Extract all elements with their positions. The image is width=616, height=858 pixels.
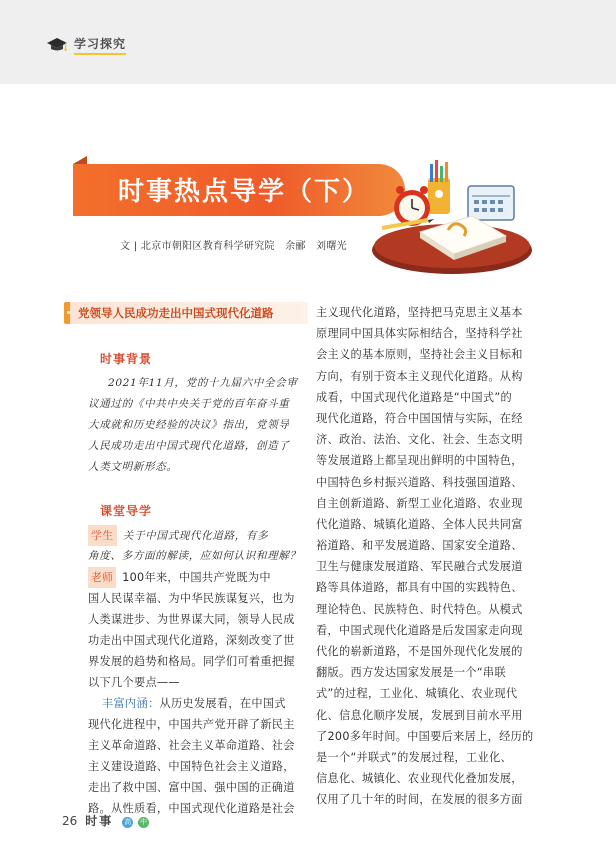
text-line: 看，中国式现代化道路是后发国家走向现 [316,623,523,637]
text-line: 方向，有别于资本主义现代化道路。从构 [316,369,523,383]
text-line: 式”的过程，工业化、城镇化、农业现代 [316,687,518,701]
text-line: 路等具体道路，都具有中国的实践特色、 [316,581,523,595]
text-line: 代化道路、城镇化道路、全体人民共同富 [316,517,523,531]
text-line: 丰富内涵：从历史发展看，在中国式 [102,697,286,710]
text-line: 功走出中国式现代化道路，深刻改变了世 [88,634,295,647]
rich-content-label: 丰富内涵： [102,697,160,710]
text-line: 议通过的《中共中央关于党的百年奋斗重 [88,398,290,410]
section-tag [46,35,126,55]
right-column [316,302,550,811]
magazine-brand: 时事 [85,814,114,828]
text-line: 人民成功走出中国式现代化道路，创造了 [88,440,290,452]
text-line: 人类文明新形态。 [88,461,178,473]
edition-badge-mid: 中 [140,818,148,826]
teacher-paragraph [88,567,306,693]
page-number: 26 [62,813,78,828]
desk-illustration [368,150,536,280]
text-line: 主义现代化道路，坚持把马克思主义基本 [316,306,523,319]
banner-fold [73,156,87,164]
subhead-dot-icon [67,311,70,314]
text-line: 信息化、城镇化、农业现代化叠加发展， [316,772,523,786]
text-line: 等发展道路上都呈现出鲜明的中国特色， [316,454,523,468]
text-line: 裕道路、和平发展道路、国家安全道路、 [316,539,523,553]
text-line: 学生 关于中国式现代化道路，有多 [88,525,306,546]
text-line: 大成就和历史经验的决议》指出，党领导 [88,419,290,431]
text-line: 老师 100年来，中国共产党既为中 [88,567,306,588]
student-paragraph [88,525,306,567]
text-line: 现代化道路，符合中国国情与实际，在经 [316,411,523,425]
edition-badge-high: 高 [124,818,132,826]
text-line: 主义革命道路、社会主义革命道路、社会 [88,739,295,752]
edition-badges [121,813,149,828]
text-line: 中国特色乡村振兴道路、科技强国道路、 [316,475,523,489]
left-column [64,302,308,819]
subhead-text: 党领导人民成功走出中国式现代化道路 [78,306,274,320]
background-heading: 时事背景 [100,352,153,366]
text-line: 走出了救中国、富中国、强中国的正确道 [88,781,295,794]
guide-heading: 课堂导学 [100,504,153,518]
student-role-badge: 学生 [88,525,117,546]
text-line: 路。从性质看，中国式现代化道路是社会 [88,802,295,815]
text-line: 原理同中国具体实际相结合，坚持科学社 [316,327,523,341]
text-line: 自主创新道路、新型工业化道路、农业现 [316,496,523,510]
text-line: 会主义的基本原则，坚持社会主义目标和 [316,348,523,362]
text-line: 现代化进程中，中国共产党开辟了新民主 [88,718,295,731]
teacher-role-badge: 老师 [88,567,116,588]
rich-content-paragraph [88,693,306,819]
section-label: 学习探究 [74,35,126,55]
text-line: 仅用了几十年的时间，在发展的很多方面 [316,793,523,807]
text-line: 了200多年时间。中国要后来居上，经历的 [316,729,534,743]
text-line: 卫生与健康发展道路、军民融合式发展道 [316,560,523,574]
text-line: 以下几个要点—— [88,676,180,689]
byline: 文 | 北京市朝阳区教育科学研究院 余郦 刘曙光 [120,241,347,252]
text-line: 理论特色、民族特色、时代特色。从模式 [316,602,523,616]
text-line: 化、信息化顺序发展，发展到目前水平用 [316,708,523,722]
page-title: 时事热点导学（下） [118,177,371,207]
text-line: 角度、多方面的解读，应如何认识和理解？ [88,550,301,562]
page-footer [62,812,149,829]
text-line: 人类谋进步、为世界谋大同，领导人民成 [88,613,295,626]
text-line: 济、政治、法治、文化、社会、生态文明 [316,433,523,447]
text-line: 界发展的趋势和格局。同学们可着重把握 [88,655,295,668]
text-line: 成看，中国式现代化道路是“中国式”的 [316,390,512,404]
text-line: 代化的崭新道路，不是国外现代化发展的 [316,645,523,658]
background-paragraph [88,373,306,478]
graduation-cap-icon [46,36,68,54]
text-line: 主义建设道路、中国特色社会主义道路， [88,760,295,773]
text-line: 2021年11月，党的十九届六中全会审 [108,377,298,389]
section-subhead [64,302,308,324]
text-line: 是一个“并联式”的发展过程，工业化、 [316,750,512,764]
text-line: 翻版。西方发达国家发展是一个“串联 [316,666,506,680]
text-line: 国人民谋幸福、为中华民族谋复兴，也为 [88,592,295,605]
